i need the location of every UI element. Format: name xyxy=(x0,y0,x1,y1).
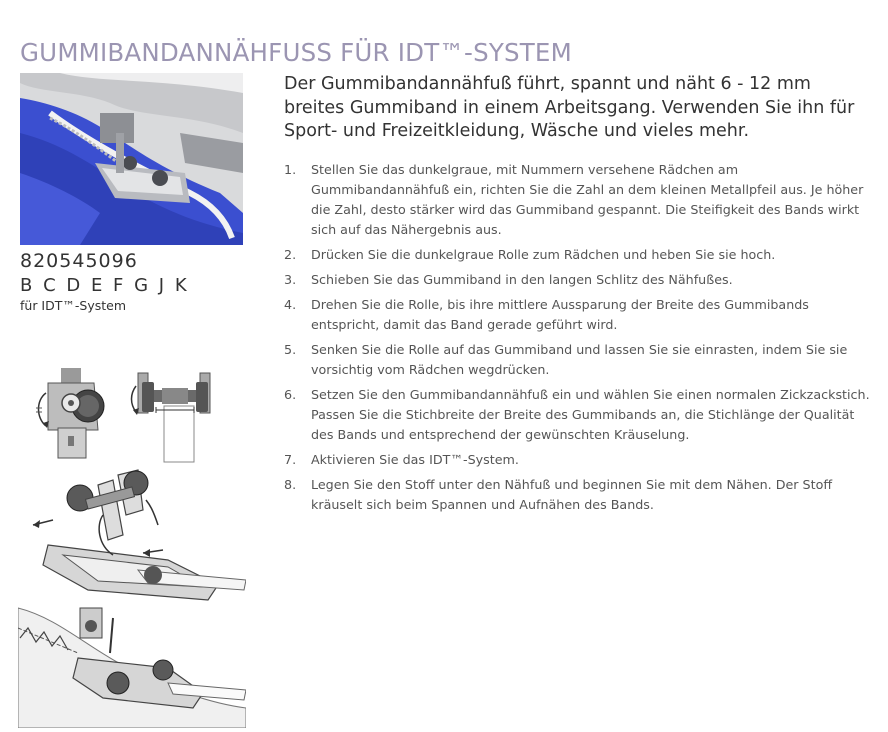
step-item xyxy=(284,385,879,445)
step-item xyxy=(284,160,879,240)
step-item xyxy=(284,340,879,380)
instruction-steps xyxy=(284,160,879,520)
step-item xyxy=(284,270,879,290)
sewing-diagram xyxy=(18,598,246,732)
step-text: Stellen Sie das dunkelgraue, mit Nummern versehene Rädchen am Gummibandannähfuß ein, richten Sie die Zahl an dem kleinen Metallpfeil aus. Je höher die Zahl, desto stärker wird das Gummiband gespannt. Die Steifigkeit des Bands wirkt sich auf das Nähergebnis aus. xyxy=(311,162,864,237)
intro-text xyxy=(284,73,874,144)
compatibility-letters: B C D E F G J K xyxy=(20,275,190,296)
step-number: 4. xyxy=(284,297,297,312)
step-text: Drücken Sie die dunkelgraue Rolle zum Rädchen und heben Sie sie hoch. xyxy=(311,247,776,262)
step-item xyxy=(284,295,879,335)
step-number: 6. xyxy=(284,387,297,402)
step-number: 3. xyxy=(284,272,297,287)
roller-diagram xyxy=(128,368,223,467)
step-item xyxy=(284,450,879,470)
foot-threading-diagram xyxy=(18,465,246,619)
step-text: Legen Sie den Stoff unter den Nähfuß und beginnen Sie mit dem Nähen. Der Stoff kräuselt sich beim Spannen und Aufnähen des Bands. xyxy=(311,477,833,512)
step-text: Drehen Sie die Rolle, bis ihre mittlere Aussparung der Breite des Gummibands entspricht, damit das Band gerade geführt wird. xyxy=(311,297,809,332)
step-number: 2. xyxy=(284,247,297,262)
step-number: 7. xyxy=(284,452,297,467)
step-text: Setzen Sie den Gummibandannähfuß ein und wählen Sie einen normalen Zickzackstich. Passen Sie die Stichbreite der Breite des Gummibands an, die Stichlänge der Qualität des Bands und entsprechend der gewünschten Kräuselung. xyxy=(311,387,870,442)
step-number: 1. xyxy=(284,162,297,177)
step-text: Aktivieren Sie das IDT™-System. xyxy=(311,452,519,467)
step-text: Schieben Sie das Gummiband in den langen Schlitz des Nähfußes. xyxy=(311,272,733,287)
step-item xyxy=(284,245,879,265)
intro-paragraph: Der Gummibandannähfuß führt, spannt und näht 6 - 12 mm breites Gummiband in einem Arbeitsgang. Verwenden Sie ihn für Sport- und Freizeitkleidung, Wäsche und vieles mehr. xyxy=(284,74,855,141)
system-label: für IDT™-System xyxy=(20,298,127,313)
step-number: 8. xyxy=(284,477,297,492)
dial-diagram xyxy=(28,368,108,467)
step-number: 5. xyxy=(284,342,297,357)
product-photo xyxy=(20,73,243,245)
page-title: GUMMIBANDANNÄHFUSS FÜR IDT™-SYSTEM xyxy=(20,38,572,68)
step-text: Senken Sie die Rolle auf das Gummiband und lassen Sie sie einrasten, indem Sie sie vorsichtig vom Rädchen wegdrücken. xyxy=(311,342,848,377)
article-number: 820545096 xyxy=(20,250,138,272)
step-item xyxy=(284,475,879,515)
